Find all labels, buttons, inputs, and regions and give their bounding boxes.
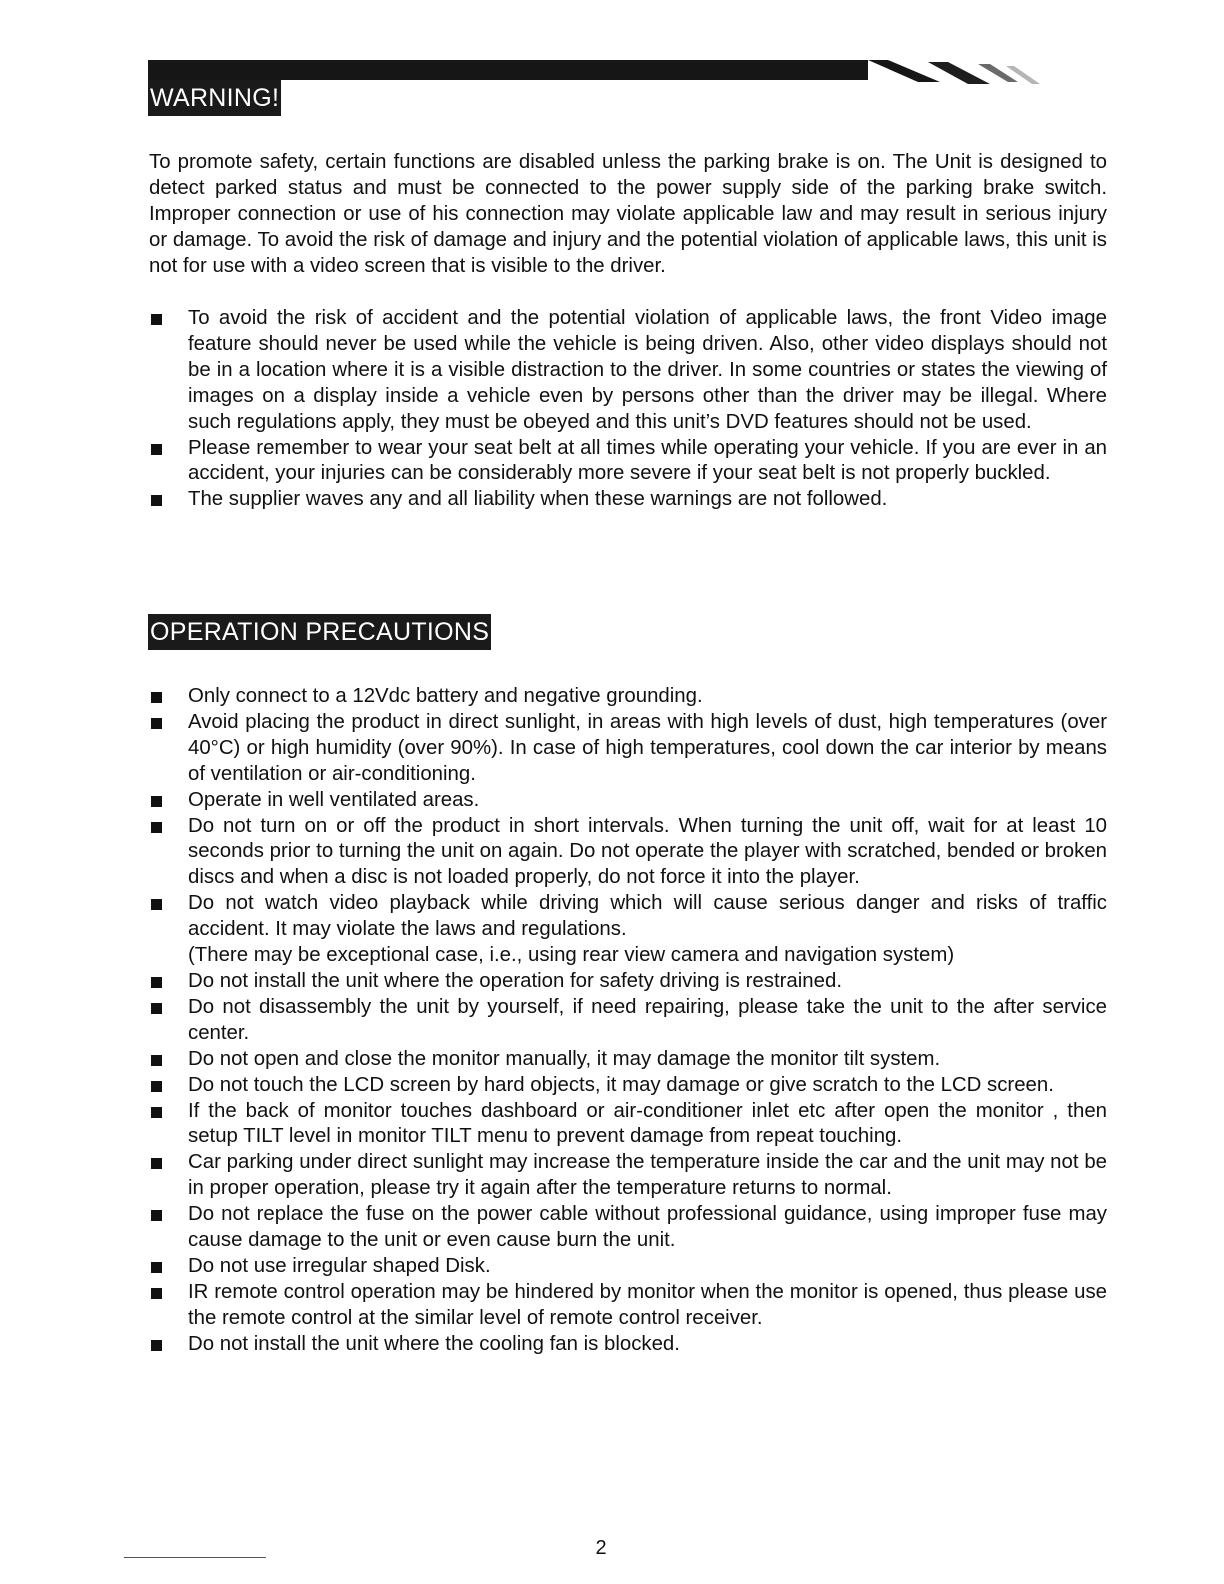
speed-stripe-1 [868, 60, 940, 82]
warning-intro-paragraph: To promote safety, certain functions are disabled unless the parking brake is on. The Unit is designed to detect parked status and must be connected to the power supply side of the parking brake switch. Improper connection or use of his connection may violate applicable law and may result in serious injury or damage. To avoid the risk of damage and injury and the potential violation of applicable laws, this unit is not for use with a video screen that is visible to the driver. [149, 151, 1107, 277]
warning-item-video: To avoid the risk of accident and the potential violation of applicable laws, the front Video image feature should never be used while the vehicle is being driven. Also, other video displays should not be in a location where it is a visible distraction to the driver. In some countries or states the viewing of images on a display inside a vehicle even by persons other than the driver may be illegal. Where such regulations apply, they must be obeyed and this unit’s DVD features should not be used. [149, 306, 1107, 436]
precaution-item: Only connect to a 12Vdc battery and negative grounding. [149, 684, 1107, 710]
precaution-item: Operate in well ventilated areas. [149, 788, 1107, 814]
warning-heading: WARNING! [148, 80, 281, 116]
header-band-decoration [148, 60, 1054, 120]
warning-item-seatbelt: Please remember to wear your seat belt at all times while operating your vehicle. If you are ever in an accident, your injuries can be considerably more severe if your seat belt is not properly buckled. [149, 436, 1107, 488]
precaution-item: If the back of monitor touches dashboard or air-conditioner inlet etc after open the monitor , then setup TILT level in monitor TILT menu to prevent damage from repeat touching. [149, 1099, 1107, 1151]
precaution-item: Do not disassembly the unit by yourself, if need repairing, please take the unit to the after service center. [149, 995, 1107, 1047]
operation-precautions-heading: OPERATION PRECAUTIONS [148, 614, 491, 650]
page-number: 2 [595, 1537, 607, 1559]
precaution-item: Do not install the unit where the operation for safety driving is restrained. [149, 969, 1107, 995]
precaution-item-text: Do not watch video playback while driving which will cause serious danger and risks of traffic accident. It may violate the laws and regulations. [188, 892, 1107, 941]
warning-item-liability: The supplier waves any and all liability when these warnings are not followed. [149, 487, 1107, 513]
operation-precautions-list [149, 684, 1107, 1358]
precaution-item: Do not touch the LCD screen by hard objects, it may damage or give scratch to the LCD screen. [149, 1073, 1107, 1099]
precaution-item: IR remote control operation may be hindered by monitor when the monitor is opened, thus please use the remote control at the similar level of remote control receiver. [149, 1280, 1107, 1332]
precaution-item: Do not open and close the monitor manually, it may damage the monitor tilt system. [149, 1047, 1107, 1073]
precaution-note: (There may be exceptional case, i.e., using rear view camera and navigation system) [188, 944, 955, 967]
footer-rule [124, 1557, 266, 1558]
precaution-item-video-playback [149, 891, 1107, 969]
precaution-item: Avoid placing the product in direct sunlight, in areas with high levels of dust, high temperatures (over 40°C) or high humidity (over 90%). In case of high temperatures, cool down the car interior by means of ventilation or air-conditioning. [149, 710, 1107, 788]
precaution-item: Do not use irregular shaped Disk. [149, 1254, 1107, 1280]
precaution-item: Do not turn on or off the product in short intervals. When turning the unit off, wait for at least 10 seconds prior to turning the unit on again. Do not operate the player with scratched, bended or broken discs and when a disc is not loaded properly, do not force it into the player. [149, 814, 1107, 892]
precaution-item: Do not replace the fuse on the power cable without professional guidance, using improper fuse may cause damage to the unit or even cause burn the unit. [149, 1202, 1107, 1254]
precaution-item: Do not install the unit where the cooling fan is blocked. [149, 1332, 1107, 1358]
header-stripe-graphic [148, 60, 1054, 120]
warning-list [149, 306, 1107, 513]
header-bar [148, 60, 868, 80]
precaution-item: Car parking under direct sunlight may increase the temperature inside the car and the unit may not be in proper operation, please try it again after the temperature returns to normal. [149, 1150, 1107, 1202]
